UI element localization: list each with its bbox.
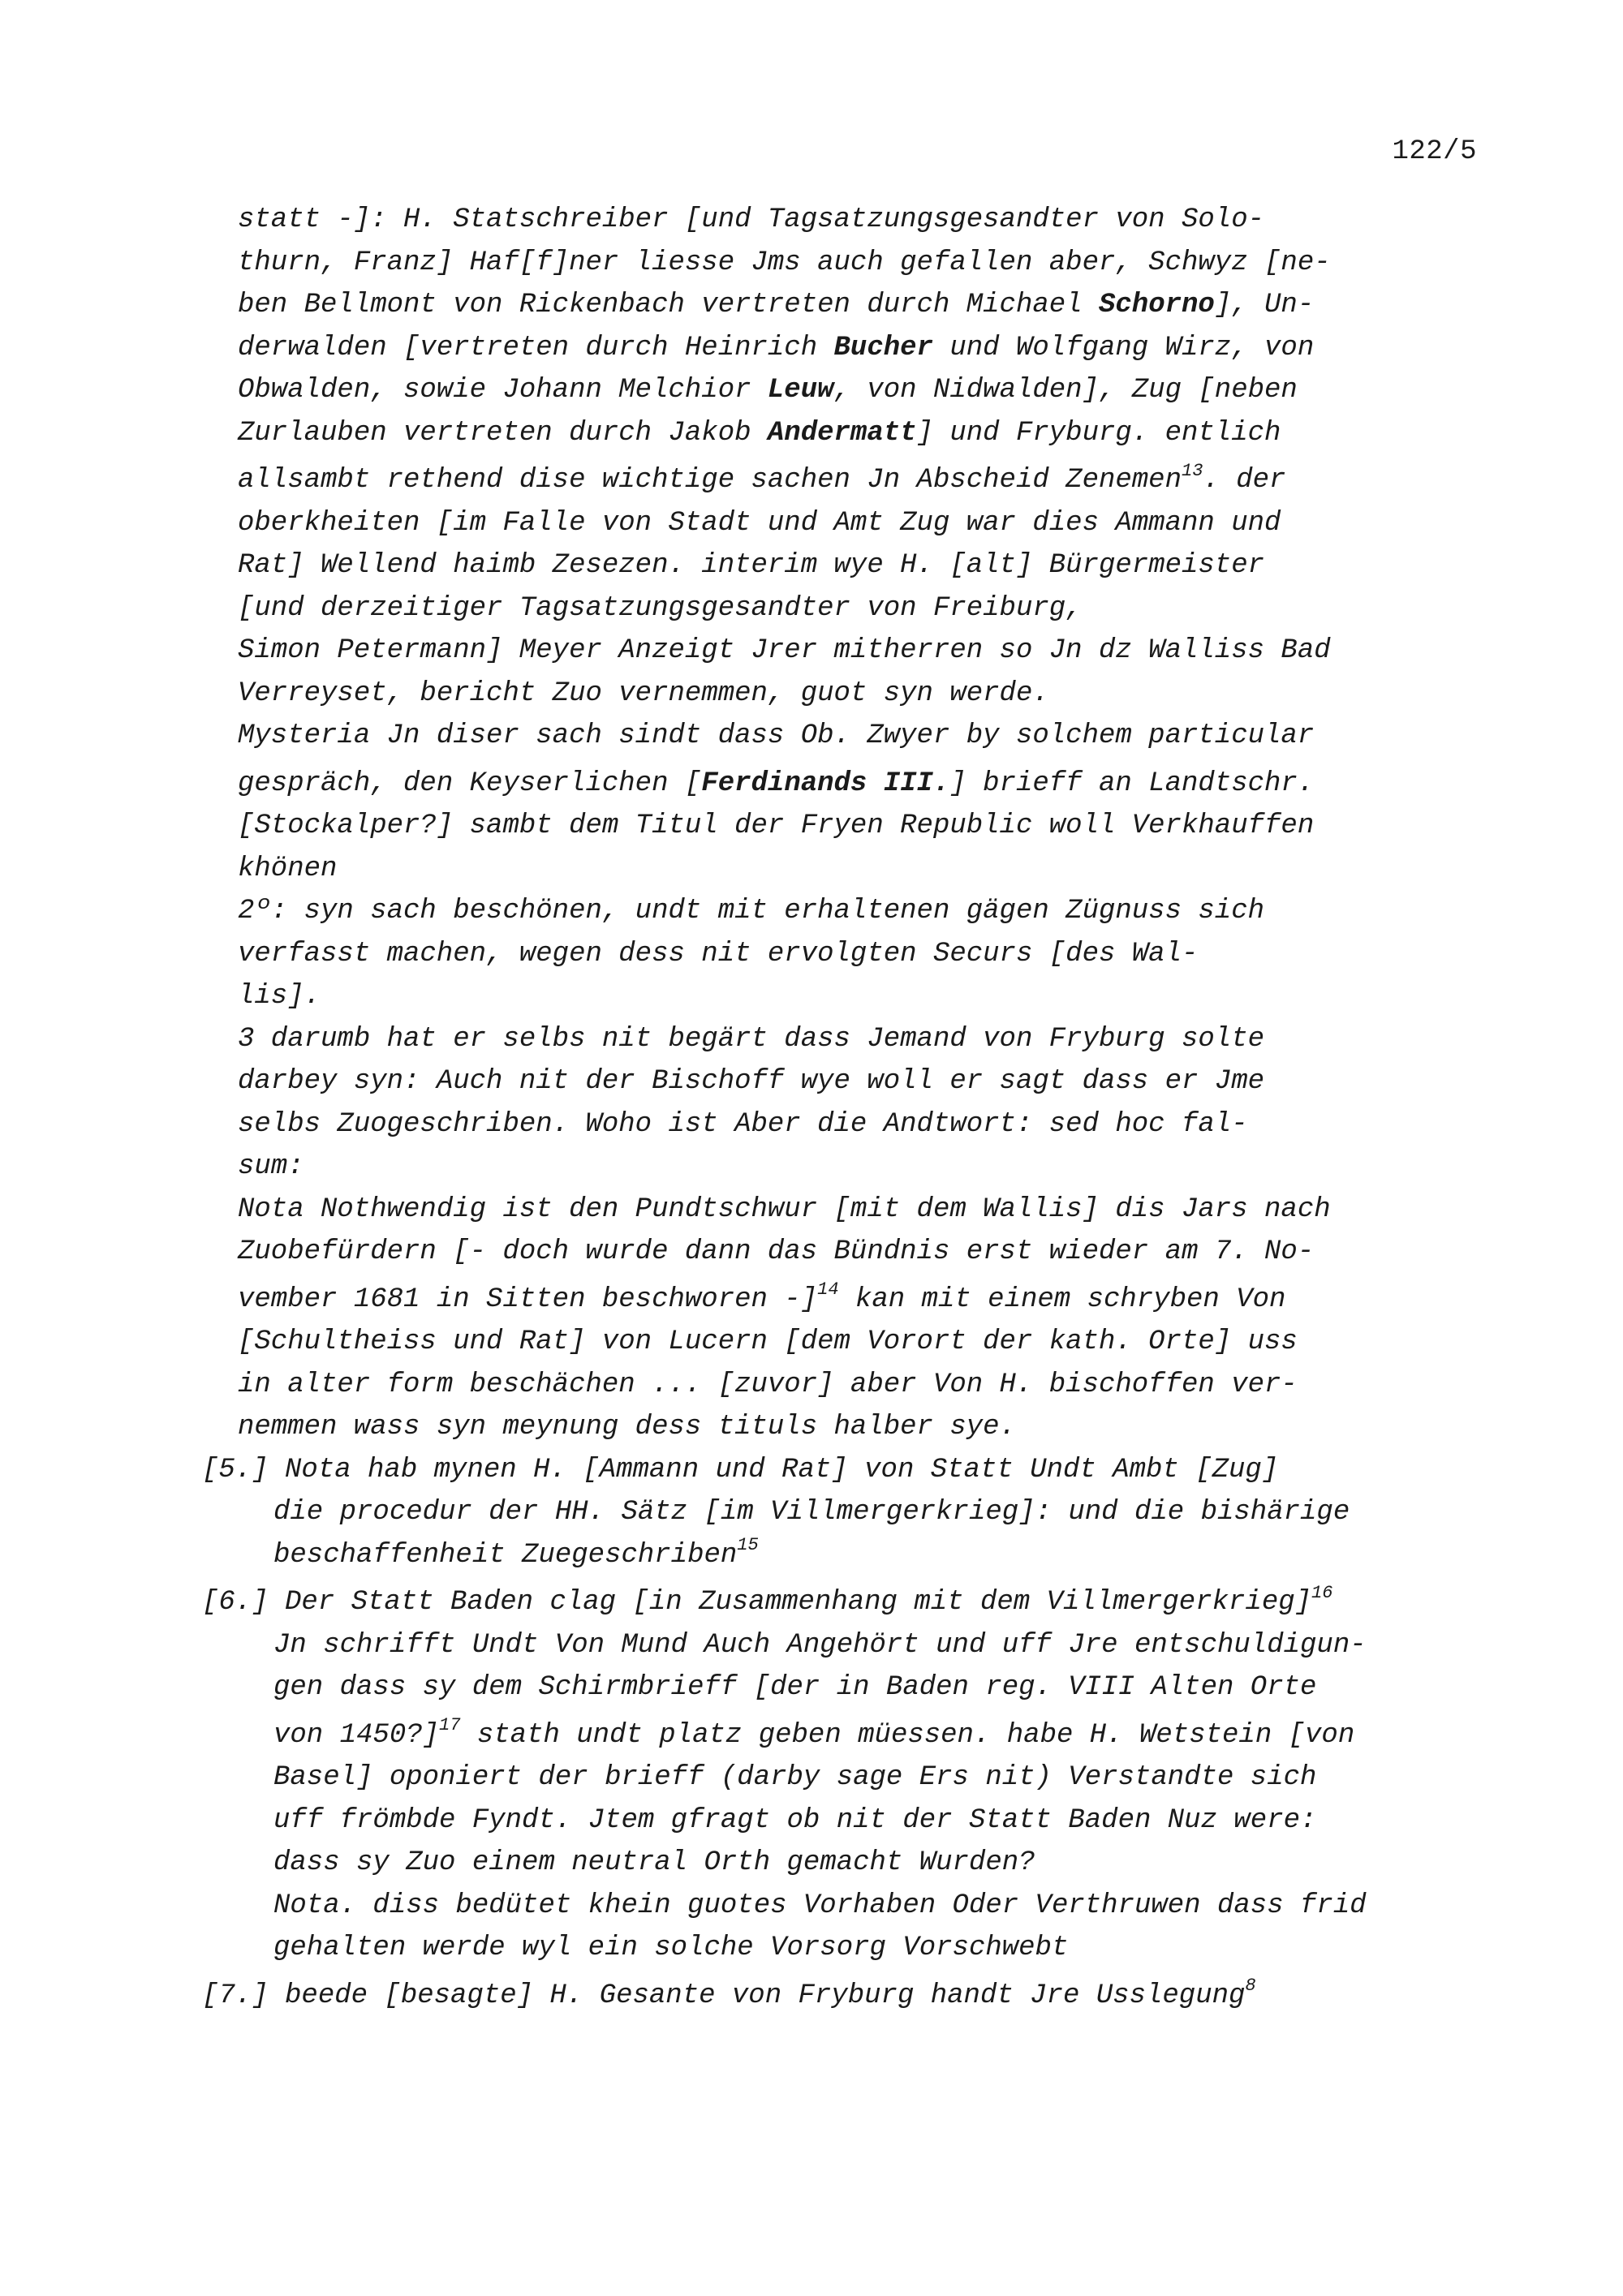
text-line [238, 1799, 1504, 1842]
text-run: nemmen wass syn meynung dess tituls halber sye. [238, 1412, 1016, 1443]
text-line [202, 1449, 1504, 1492]
bold-name: Andermatt [767, 417, 917, 449]
transcription-body [202, 199, 1504, 2017]
footnote-ref: 13 [1182, 460, 1203, 481]
text-line [238, 975, 1504, 1018]
text-run: Nota. diss bedütet khein guotes Vorhaben Oder Verthruwen dass frid [273, 1890, 1367, 1921]
text-run: derwalden [vertreten durch Heinrich [238, 332, 834, 363]
text-line [238, 1756, 1504, 1799]
text-run: dass sy Zuo einem neutral Orth gemacht Wurden? [273, 1847, 1035, 1878]
text-run: Simon Petermann] Meyer Anzeigt Jrer mitherren so Jn dz Walliss Bad [238, 635, 1331, 666]
footnote-ref: 8 [1245, 1976, 1256, 1997]
text-line [238, 1491, 1504, 1534]
text-line [238, 1279, 1504, 1322]
footnote-ref: 17 [439, 1715, 461, 1736]
text-run: ], Un- [1214, 290, 1315, 320]
text-run: 2º: syn sach beschönen, undt mit erhaltenen gägen Zügnuss sich [238, 896, 1265, 927]
text-run: sum: [238, 1151, 304, 1182]
footnote-ref: 16 [1311, 1582, 1333, 1603]
bold-name: Leuw [767, 375, 834, 406]
text-run: [und derzeitiger Tagsatzungsgesandter von Freiburg, [238, 592, 1083, 624]
text-run: khönen [238, 853, 338, 884]
text-run: Zuobefürdern [- doch wurde dann das Bündnis erst wieder am 7. No- [238, 1236, 1315, 1267]
text-run: statt -]: H. Statschreiber [und Tagsatzungsgesandter von Solo- [238, 204, 1265, 235]
text-line [238, 459, 1504, 502]
text-line [238, 1534, 1504, 1577]
text-line [238, 1714, 1504, 1757]
text-run: Obwalden, sowie Johann Melchior [238, 375, 768, 406]
text-run: von 1450?] [273, 1719, 440, 1751]
text-run: [Stockalper?] sambt dem Titul der Fryen Republic woll Verkhauffen [238, 810, 1315, 841]
text-run: ben Bellmont von Rickenbach vertreten durch Michael [238, 290, 1099, 320]
text-run: ] brieff an Landtschr. [949, 767, 1315, 799]
text-run: vember 1681 in Sitten beschworen -] [238, 1283, 818, 1315]
text-run: gespräch, den Keyserlichen [ [238, 767, 702, 799]
text-run: die procedur der HH. Sätz [im Villmergerkrieg]: und die bishärige [273, 1497, 1350, 1528]
text-run: Verreyset, bericht Zuo vernemmen, guot syn werde. [238, 677, 1049, 709]
text-run: stath undt platz geben müessen. habe H. Wetstein [von [460, 1719, 1355, 1751]
text-run: . der [1203, 465, 1286, 496]
text-run: lis]. [238, 981, 321, 1012]
text-run: selbs Zuogeschriben. Woho ist Aber die Andtwort: sed hoc fal- [238, 1108, 1248, 1140]
text-line [238, 1146, 1504, 1189]
text-line [238, 1885, 1504, 1928]
text-line [238, 1189, 1504, 1232]
text-line [238, 1406, 1504, 1449]
text-line [238, 1321, 1504, 1364]
text-line [238, 1103, 1504, 1146]
text-line [238, 1842, 1504, 1885]
text-run: beschaffenheit Zuegeschriben [273, 1539, 738, 1571]
text-run: Zurlauben vertreten durch Jakob [238, 417, 768, 449]
text-run: und Wolfgang Wirz, von [932, 332, 1315, 363]
text-run: [6.] Der Statt Baden clag [in Zusammenhang mit dem Villmergerkrieg] [202, 1587, 1312, 1618]
footnote-ref: 14 [817, 1279, 839, 1301]
text-line [238, 1060, 1504, 1103]
bold-name: Ferdinands III. [701, 767, 950, 799]
bold-name: Schorno [1098, 290, 1215, 320]
text-run: gehalten werde wyl ein solche Vorsorg Vorschwebt [273, 1933, 1069, 1963]
text-line [238, 1927, 1504, 1970]
text-run: [Schultheiss und Rat] von Lucern [dem Vorort der kath. Orte] uss [238, 1326, 1298, 1357]
text-line [238, 412, 1504, 455]
text-run: kan mit einem schryben Von [838, 1283, 1286, 1315]
text-line [238, 1231, 1504, 1274]
text-line [238, 1018, 1504, 1061]
text-run: oberkheiten [im Falle von Stadt und Amt Zug war dies Ammann und [238, 507, 1281, 539]
text-line [238, 630, 1504, 673]
text-line [238, 715, 1504, 758]
text-run: verfasst machen, wegen dess nit ervolgten Securs [des Wal- [238, 938, 1199, 970]
text-run: , von Nidwalden], Zug [neben [833, 375, 1298, 406]
text-line [238, 848, 1504, 891]
text-line [238, 587, 1504, 630]
text-run: [7.] beede [besagte] H. Gesante von Fryburg handt Jre Usslegung [202, 1980, 1246, 2011]
text-run: ] und Fryburg. entlich [916, 417, 1281, 449]
text-line [238, 805, 1504, 848]
text-line [238, 1624, 1504, 1667]
text-line [238, 1666, 1504, 1709]
text-line [238, 673, 1504, 716]
text-run: [5.] Nota hab mynen H. [Ammann und Rat] von Statt Undt Ambt [Zug] [202, 1454, 1279, 1486]
text-line [238, 199, 1504, 242]
text-line [202, 1581, 1504, 1624]
text-line [238, 242, 1504, 285]
text-run: thurn, Franz] Haf[f]ner liesse Jms auch gefallen aber, Schwyz [ne- [238, 247, 1331, 278]
text-run: gen dass sy dem Schirmbrieff [der in Baden reg. VIII Alten Orte [273, 1672, 1317, 1703]
text-run: Jn schrifft Undt Von Mund Auch Angehört und uff Jre entschuldigun- [273, 1629, 1367, 1661]
footnote-ref: 15 [737, 1535, 759, 1556]
text-run: in alter form beschächen ... [zuvor] aber Von H. bischoffen ver- [238, 1369, 1298, 1400]
text-line [238, 327, 1504, 370]
text-run: uff frömbde Fyndt. Jtem gfragt ob nit der Statt Baden Nuz were: [273, 1804, 1317, 1836]
page-number: 122/5 [1392, 136, 1477, 167]
text-line [202, 1975, 1504, 2018]
text-run: Nota Nothwendig ist den Pundtschwur [mit dem Wallis] dis Jars nach [238, 1193, 1331, 1225]
bold-name: Bucher [833, 332, 933, 363]
text-line [238, 1364, 1504, 1407]
text-line [238, 544, 1504, 587]
text-line [238, 763, 1504, 806]
text-line [238, 369, 1504, 412]
text-line [238, 502, 1504, 545]
text-line [238, 284, 1504, 327]
text-run: Mysteria Jn diser sach sindt dass Ob. Zwyer by solchem particular [238, 720, 1315, 751]
text-run: darbey syn: Auch nit der Bischoff wye woll er sagt dass er Jme [238, 1066, 1265, 1097]
text-line [238, 890, 1504, 933]
text-run: 3 darumb hat er selbs nit begärt dass Jemand von Fryburg solte [238, 1023, 1265, 1055]
text-run: Rat] Wellend haimb Zesezen. interim wye H. [alt] Bürgermeister [238, 550, 1265, 581]
text-run: allsambt rethend dise wichtige sachen Jn Abscheid Zenemen [238, 465, 1182, 496]
text-run: Basel] oponiert der brieff (darby sage Ers nit) Verstandte sich [273, 1762, 1317, 1793]
text-line [238, 933, 1504, 976]
